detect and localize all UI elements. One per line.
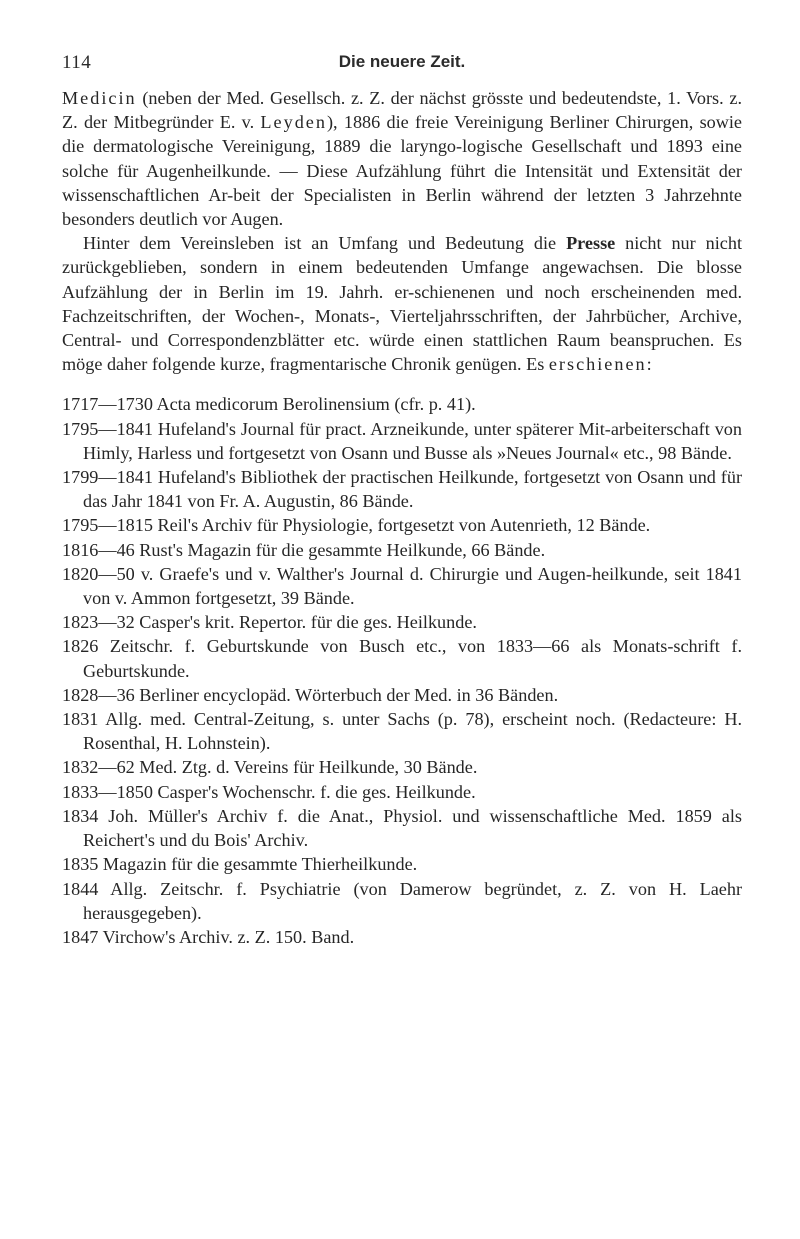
page-header [62,52,742,76]
chronicle-entry: 1795—1841 Hufeland's Journal für pract. Arzneikunde, unter späterer Mit-arbeiterschaft von Himly, Harless und fortgesetzt von Osann und Busse als »Neues Journal« etc., 98 Bände. [62,418,742,463]
chronicle-entry: 1826 Zeitschr. f. Geburtskunde von Busch etc., von 1833—66 als Monats-schrift f. Geburtskunde. [62,636,742,681]
chronicle-entry: 1831 Allg. med. Central-Zeitung, s. unter Sachs (p. 78), erscheint noch. (Redacteure: H. Rosenthal, H. Lohnstein). [62,709,742,754]
lead-word: Medicin [62,88,137,108]
paragraph-press [62,231,742,376]
chronicle-entry: 1820—50 v. Graefe's und v. Walther's Journal d. Chirurgie und Augen-heilkunde, seit 1841 von v. Ammon fortgesetzt, 39 Bände. [62,563,742,609]
chronicle-entry: 1833—1850 Casper's Wochenschr. f. die ges. Heilkunde. [62,781,476,802]
paragraph-text: Hinter dem Vereinsleben ist an Umfang und Bedeutung die [83,233,567,254]
chronicle-entry: 1823—32 Casper's krit. Repertor. für die ges. Heilkunde. [62,612,477,633]
chronicle-entry: 1828—36 Berliner encyclopäd. Wörterbuch der Med. in 36 Bänden. [62,684,559,705]
keyword-presse: Presse [566,233,616,254]
name-leyden: Leyden [260,112,327,133]
chronicle-list [62,392,742,949]
chronicle-entry: 1832—62 Med. Ztg. d. Vereins für Heilkunde, 30 Bände. [62,757,478,778]
chronicle-entry: 1847 Virchow's Archiv. z. Z. 150. Band. [62,926,355,947]
chronicle-entry: 1834 Joh. Müller's Archiv f. die Anat., Physiol. und wissenschaftliche Med. 1859 als Reichert's und du Bois' Archiv. [62,805,742,851]
paragraph-medicine-societies [62,86,742,231]
chronicle-entry: 1816—46 Rust's Magazin für die gesammte Heilkunde, 66 Bände. [62,539,546,560]
paragraph-text: (neben der Med. Gesellsch. z. Z. der nächst grösste und bedeutendste, 1. Vors. z. Z. der Mitbegründer E. v. [62,88,742,133]
paragraph-text: ), 1886 die freie Vereinigung Berliner Chirurgen, sowie die dermatologische Vereinigung, 1889 die laryngo-logische Gesellschaft und 1893 eine solche für Augenheilkunde. — Diese Aufzählung führt die Intensität und Extensität der wissenschaftlichen Ar-beit der Specialisten in Berlin während der letzten 3 Jahrzehnte besonders deutlich vor Augen. [62,112,743,230]
chronicle-entry: 1844 Allg. Zeitschr. f. Psychiatrie (von Damerow begründet, z. Z. von H. Laehr herausgegeben). [62,878,742,923]
chronicle-entry: 1835 Magazin für die gesammte Thierheilkunde. [62,854,418,875]
page-number: 114 [62,52,92,73]
chronicle-entry: 1799—1841 Hufeland's Bibliothek der practischen Heilkunde, fortgesetzt von Osann und für das Jahr 1841 von Fr. A. Augustin, 86 Bände. [62,467,742,512]
word-erschienen: erschienen: [548,354,654,375]
body-text [62,86,742,949]
chronicle-entry: 1795—1815 Reil's Archiv für Physiologie, fortgesetzt von Autenrieth, 12 Bände. [62,515,651,536]
paragraph-text: nicht nur nicht zurückgeblieben, sondern in einem bedeutenden Umfange angewachsen. Die blosse Aufzählung der in Berlin im 19. Jahrh. er-schienenen und noch erscheinenden med. Fachzeitschriften, der Wochen-, Monats-, Vierteljahrsschriften, der Jahrbücher, Archive, Central- und Correspondenzblätter etc. würde einen stattlichen Raum beanspruchen. Es möge daher folgende kurze, fragmentarische Chronik genügen. Es [62,233,743,375]
chronicle-entry: 1717—1730 Acta medicorum Berolinensium (cfr. p. 41). [62,394,476,415]
running-head: Die neuere Zeit. [338,52,466,71]
